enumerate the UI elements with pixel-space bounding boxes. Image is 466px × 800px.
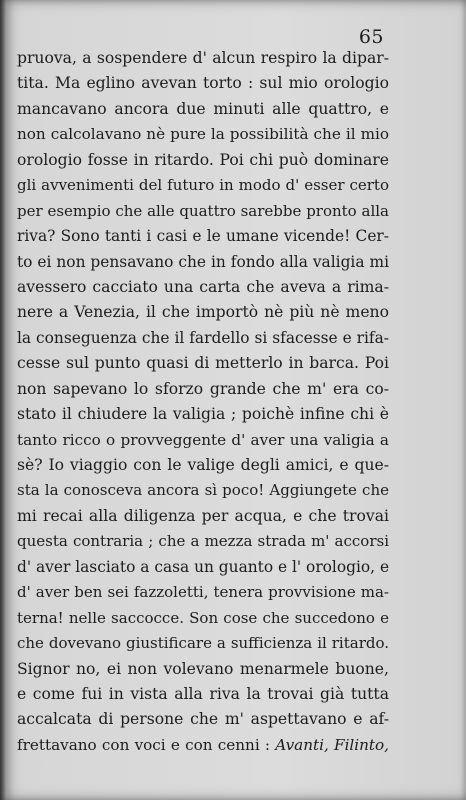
text-line: accalcata di persone che m' aspettavano e af- [17, 710, 389, 729]
text-line: tita. Ma eglino avevan torto : sul mio orologio [17, 74, 389, 93]
text-line: tanto ricco o provveggente d' aver una valigia a [17, 430, 389, 449]
text-line: questa contraria ; che a mezza strada m' accorsi [17, 532, 389, 551]
text-line: Signor no, ei non volevano menarmele buone, [17, 659, 389, 678]
text-line: pruova, a sospendere d' alcun respiro la dipar- [17, 49, 389, 67]
text-line: sè? Io viaggio con le valige degli amici, e que- [17, 456, 389, 474]
page-number: 65 [358, 26, 384, 48]
text-line: mi recai alla diligenza per acqua, e che trovai [17, 506, 389, 525]
text-line: orologio fosse in ritardo. Poi chi può dominare [17, 150, 389, 169]
text-line: d' aver ben sei fazzoletti, tenera provvisione ma- [17, 583, 389, 602]
binding-shadow [0, 0, 6, 800]
text-line: per esempio che alle quattro sarebbe pronto alla [17, 201, 389, 220]
body-text [17, 46, 389, 758]
text-line: e come fui in vista alla riva la trovai già tutta [17, 684, 389, 703]
text-line: to ei non pensavano che in fondo alla valigia mi [17, 252, 389, 271]
text-line: mancavano ancora due minuti alle quattro, e [17, 99, 389, 118]
text-line: riva? Sono tanti i casi e le umane vicende! Cer- [17, 227, 389, 246]
text-line: cesse sul punto quasi di metterlo in barca. Poi [17, 354, 389, 373]
text-line: sta la conosceva ancora sì poco! Aggiungete che [17, 481, 389, 500]
text-line: non calcolavano nè pure la possibilità che il mio [17, 125, 389, 144]
text-line: stato il chiudere la valigia ; poichè infine chi è [17, 405, 389, 424]
text-line: d' aver lasciato a casa un guanto e l' orologio, e [17, 557, 389, 576]
text-line: non sapevano lo sforzo grande che m' era co- [17, 379, 389, 398]
text-line: che dovevano giustificare a sufficienza il ritardo. [17, 634, 389, 653]
text-span-plain: frettavano con voci e con cenni : [17, 735, 276, 754]
text-line: terna! nelle saccocce. Son cose che succedono e [17, 608, 389, 627]
text-line: la conseguenza che il fardello si sfacesse e rifa- [17, 328, 389, 347]
text-span-italic: Avanti, Filinto, [275, 735, 389, 754]
text-line: nere a Venezia, il che importò nè più nè meno [17, 303, 389, 322]
text-line: gli avvenimenti del futuro in modo d' esser certo [17, 176, 389, 195]
text-line-last [17, 733, 389, 758]
text-line: avessero cacciato una carta che aveva a rima- [17, 277, 389, 296]
